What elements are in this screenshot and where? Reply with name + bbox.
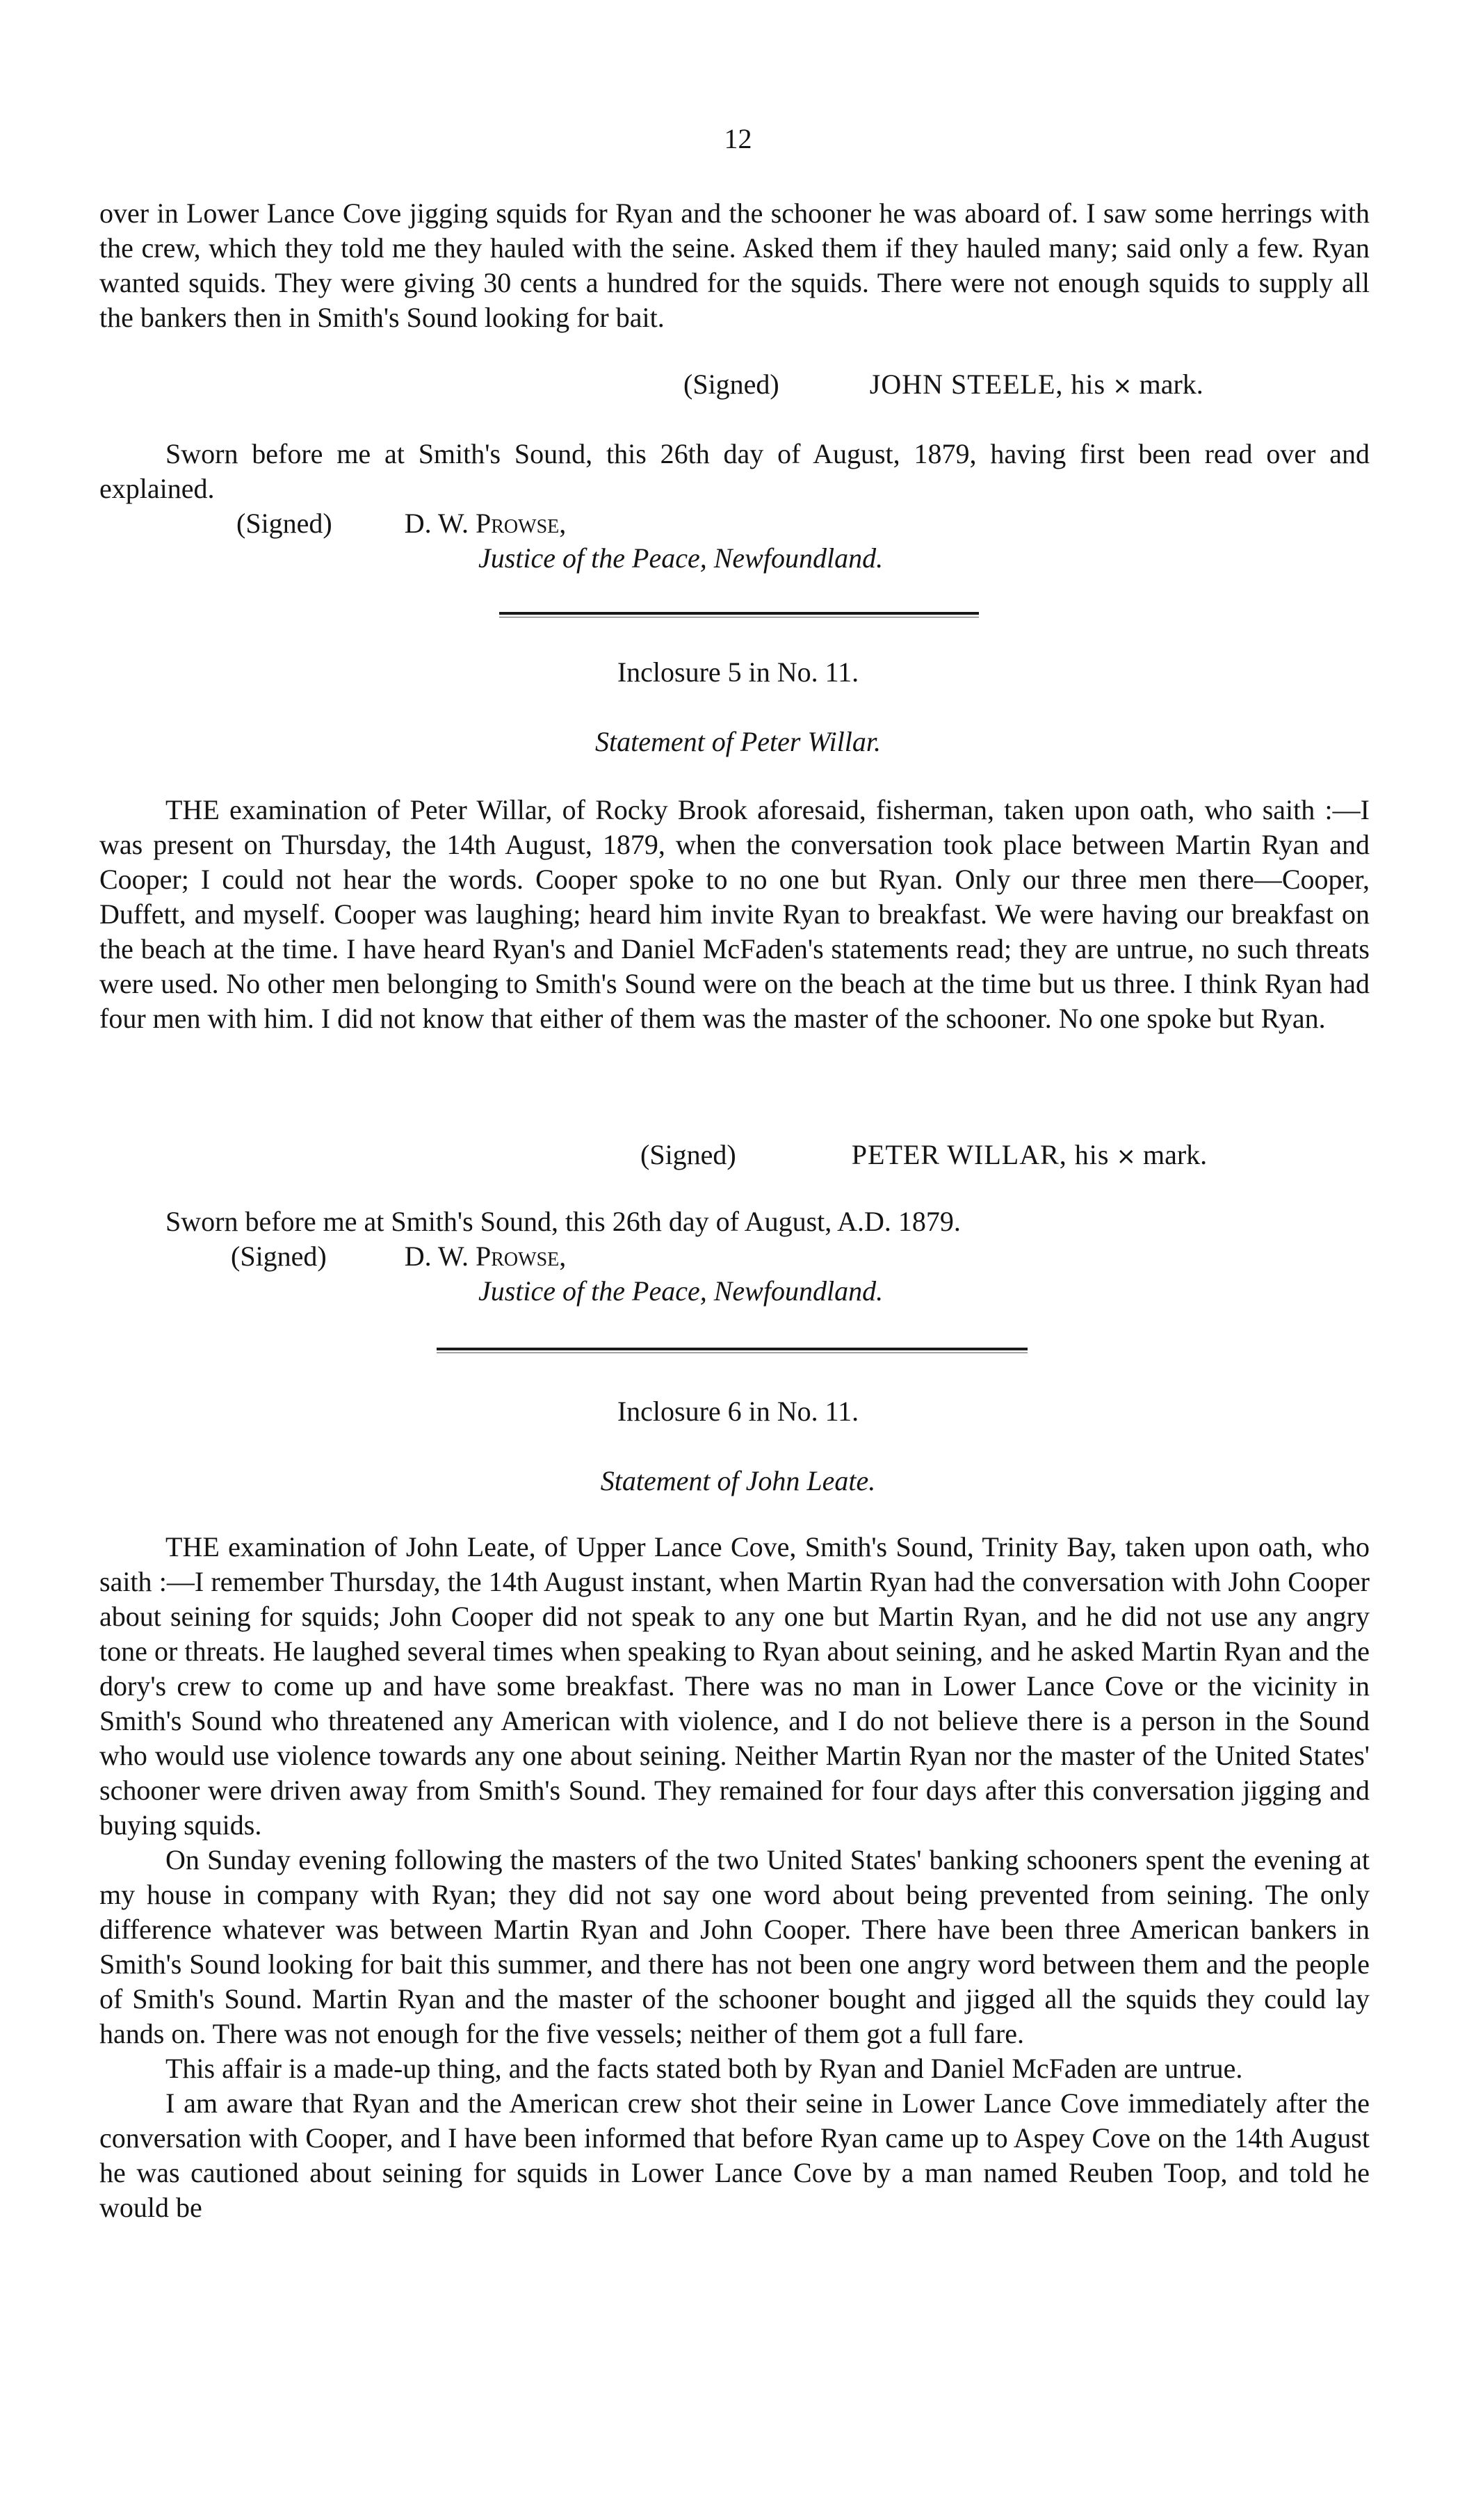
inclosure6-subheading: Statement of John Leate. bbox=[600, 1465, 876, 1496]
willar-statement-paragraph bbox=[99, 793, 1370, 1036]
signed-label: (Signed) bbox=[231, 1241, 327, 1272]
leate-paragraph-2: On Sunday evening following the masters of the two United States' banking schooners spent the evening at my house in company with Ryan; they did not say one word about being prevented from seining. The only difference whatever was between Martin Ryan and John Cooper. There have been three American bankers in Smith's Sound looking for bait this summer, and there has not been one angry word between them and the people of Smith's Sound. Martin Ryan and the master of the schooner bought and jigged all the squids they could lay hands on. There was not enough for the five vessels; neither of them got a full fare. bbox=[99, 1844, 1370, 2049]
leate-statement-body bbox=[99, 1530, 1370, 2225]
leate-paragraph-4: I am aware that Ryan and the American crew shot their seine in Lower Lance Cove immediately after the conversation with Cooper, and I have been informed that before Ryan came up to Aspey Cove on the 14th August he was cautioned about seining for squids in Lower Lance Cove by a man named Reuben Toop, and told he would be bbox=[99, 2087, 1370, 2223]
leate-paragraph-3: This affair is a made-up thing, and the facts stated both by Ryan and Daniel McFaden are untrue. bbox=[165, 2053, 1243, 2084]
jurat-text: Sworn before me at Smith's Sound, this 26th day of August, A.D. 1879. bbox=[165, 1206, 961, 1237]
inclosure6-heading: Inclosure 6 in No. 11. bbox=[617, 1396, 859, 1427]
steele-justice-signature bbox=[236, 506, 566, 541]
signer-name: JOHN STEELE, his bbox=[869, 369, 1106, 400]
willar-justice-title: Justice of the Peace, Newfoundland. bbox=[478, 1275, 884, 1307]
inclosure5-subheading: Statement of Peter Willar. bbox=[594, 726, 882, 757]
signer-name: PETER WILLAR, his bbox=[851, 1139, 1110, 1170]
steele-paragraph-text: over in Lower Lance Cove jigging squids for Ryan and the schooner he was aboard of. I saw some herrings with the crew, which they told me they hauled with the seine. Asked them if they hauled many; said only a few. Ryan wanted squids. They were giving 30 cents a hundred for the squids. There were not enough squids to supply all the bankers then in Smith's Sound looking for bait. bbox=[99, 197, 1370, 333]
justice-name: D. W. Prowse, bbox=[404, 1241, 567, 1272]
mark-word: mark. bbox=[1139, 369, 1203, 400]
jurat-text: Sworn before me at Smith's Sound, this 26th day of August, 1879, having first been read over and explained. bbox=[99, 438, 1370, 504]
steele-statement-paragraph bbox=[99, 196, 1370, 335]
mark-word: mark. bbox=[1142, 1139, 1208, 1170]
steele-signature-line bbox=[683, 367, 1203, 403]
inclosure5-heading: Inclosure 5 in No. 11. bbox=[617, 656, 859, 688]
steele-jurat bbox=[99, 437, 1370, 506]
willar-paragraph-text: THE examination of Peter Willar, of Rocky Brook aforesaid, fisherman, taken upon oath, who saith :—I was present on Thursday, the 14th August, 1879, when the conversation took place between Martin Ryan and Cooper; I could not hear the words. Cooper spoke to no one but Ryan. Only our three men there—Cooper, Duffett, and myself. Cooper was laughing; heard him invite Ryan to breakfast. We were having our breakfast on the beach at the time. I have heard Ryan's and Daniel McFaden's statements read; they are untrue, no such threats were used. No other men belonging to Smith's Sound were on the beach at the time but us three. I think Ryan had four men with him. I did not know that either of them was the master of the schooner. No one spoke but Ryan. bbox=[99, 794, 1370, 1034]
signed-label: (Signed) bbox=[236, 508, 332, 539]
signed-label: (Signed) bbox=[640, 1139, 736, 1170]
section-divider bbox=[499, 612, 979, 615]
cross-mark-icon: × bbox=[1116, 1142, 1136, 1170]
willar-jurat bbox=[99, 1204, 1370, 1239]
cross-mark-icon: × bbox=[1112, 372, 1133, 400]
leate-paragraph-1: THE examination of John Leate, of Upper Lance Cove, Smith's Sound, Trinity Bay, taken upon oath, who saith :—I remember Thursday, the 14th August instant, when Martin Ryan had the conversation with John Cooper about seining for squids; John Cooper did not speak to any one but Martin Ryan, and he did not use any angry tone or threats. He laughed several times when speaking to Ryan about seining, and he asked Martin Ryan and the dory's crew to come up and have some breakfast. There was no man in Lower Lance Cove or the vicinity in Smith's Sound who threatened any American with violence, and I do not believe there is a person in the Sound who would use violence towards any one about seining. Neither Martin Ryan nor the master of the United States' schooner were driven away from Smith's Sound. They remained for four days after this conversation jigging and buying squids. bbox=[99, 1531, 1370, 1841]
signed-label: (Signed) bbox=[683, 369, 779, 400]
section-divider bbox=[437, 1348, 1028, 1350]
willar-justice-signature bbox=[231, 1239, 566, 1274]
justice-name: D. W. Prowse, bbox=[404, 508, 567, 539]
page-number: 12 bbox=[724, 123, 752, 154]
steele-justice-title: Justice of the Peace, Newfoundland. bbox=[478, 542, 884, 574]
willar-signature-line bbox=[640, 1138, 1207, 1174]
